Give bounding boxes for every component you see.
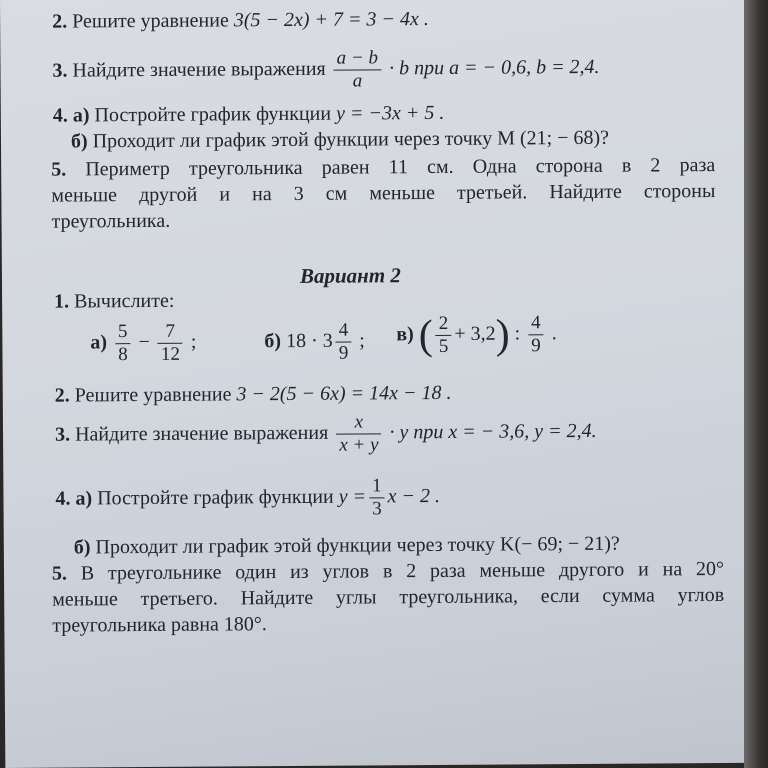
- problem-text: Проходит ли график этой функции через точку M (21; − 68)?: [92, 126, 610, 153]
- fraction-denominator: 5: [438, 335, 449, 357]
- problem-text: Периметр треугольника равен 11 см. Одна сторона в 2 раза: [85, 154, 716, 181]
- problem-number: 3.: [54, 423, 71, 446]
- problem-text: Решите уравнение: [74, 383, 232, 407]
- v2-problem-1b: [264, 319, 365, 365]
- v1-problem-5-line2: [51, 179, 715, 208]
- problem-text: треугольника равна 180°.: [52, 613, 267, 637]
- right-paren-icon: ): [495, 311, 510, 359]
- fraction: [336, 320, 352, 365]
- equation: 3 − 2(5 − 6x) = 14x − 18 .: [236, 381, 452, 406]
- fraction-numerator: 1: [369, 475, 385, 498]
- problem-text: Постройте график функции: [94, 102, 332, 127]
- fraction-denominator: x + y: [339, 434, 379, 456]
- problem-text: Постройте график функции: [97, 485, 334, 510]
- sub-label: а): [90, 331, 108, 354]
- fraction: [528, 312, 544, 357]
- function-lhs: y =: [338, 485, 367, 508]
- problem-text: треугольника.: [51, 209, 171, 233]
- fraction-numerator: a − b: [334, 47, 381, 70]
- fraction-numerator: 2: [436, 313, 452, 336]
- v2-problem-5-line3: [52, 612, 267, 637]
- problem-number: 4.: [55, 487, 71, 510]
- expression: 18 · 3: [285, 329, 333, 353]
- fraction: [158, 321, 183, 366]
- fraction-numerator: 4: [336, 320, 352, 343]
- v2-problem-3: [55, 410, 597, 459]
- problem-number: 2.: [54, 384, 70, 407]
- v2-problem-1: [54, 289, 174, 314]
- problem-text: В треугольнике один из углов в 2 раза меньше другого и на 20°: [80, 557, 725, 585]
- separator: ;: [190, 330, 197, 353]
- v1-problem-4a: [53, 101, 445, 128]
- v2-problem-1a: [90, 321, 196, 367]
- v2-problem-2: [55, 381, 452, 408]
- problem-text: Вычислите:: [74, 289, 175, 313]
- problem-number: 4.: [52, 104, 68, 127]
- problem-number: 3.: [52, 59, 68, 82]
- v2-problem-4b: [74, 532, 620, 560]
- v1-problem-5-line1: [51, 153, 715, 182]
- problem-text: меньше третьего. Найдите углы треугольника, если сумма углов: [52, 583, 725, 611]
- fraction-denominator: 12: [160, 343, 181, 365]
- function: y = −3x + 5 .: [335, 101, 445, 125]
- fraction-denominator: 9: [338, 342, 349, 364]
- sub-label: б): [70, 130, 88, 153]
- fraction: [115, 321, 131, 366]
- fraction-numerator: 7: [158, 321, 183, 344]
- sub-label: б): [264, 330, 282, 353]
- fraction-numerator: x: [336, 411, 381, 434]
- operator: :: [514, 322, 521, 345]
- fraction-denominator: 8: [118, 344, 128, 366]
- v2-problem-5-line2: [52, 583, 724, 612]
- fraction-denominator: 3: [372, 498, 382, 520]
- fraction-denominator: 9: [531, 335, 541, 357]
- fraction: [336, 411, 382, 456]
- separator: ;: [359, 329, 365, 352]
- fraction: [436, 313, 452, 358]
- v1-problem-4b: [71, 126, 609, 154]
- operator: −: [138, 331, 150, 354]
- function-rhs: x − 2 .: [387, 485, 441, 508]
- page-edge-shadow: [744, 0, 768, 768]
- left-paren-icon: (: [418, 312, 433, 359]
- sub-label: б): [73, 536, 91, 559]
- problem-text: Найдите значение выражения: [74, 421, 329, 446]
- expression-tail: · y при x = − 3,6, y = 2,4.: [389, 419, 597, 444]
- fraction-denominator: a: [352, 70, 363, 92]
- problem-number: 5.: [51, 562, 68, 585]
- v2-problem-1c: [396, 312, 557, 358]
- equation: 3(5 − 2x) + 7 = 3 − 4x .: [233, 8, 429, 32]
- sub-label: в): [396, 323, 414, 346]
- fraction-numerator: 5: [115, 321, 131, 344]
- v2-problem-5-line1: [52, 557, 724, 586]
- fraction: [369, 475, 385, 520]
- problem-number: 2.: [52, 10, 68, 33]
- fraction-numerator: 4: [528, 312, 544, 335]
- problem-text: Проходит ли график этой функции через точку K(− 69; − 21)?: [95, 532, 620, 559]
- problem-number: 5.: [51, 158, 67, 181]
- v1-problem-2: [52, 7, 429, 34]
- v1-problem-3: [52, 46, 599, 95]
- expression: + 3,2: [454, 322, 496, 345]
- expression-tail: · b при a = − 0,6, b = 2,4.: [388, 55, 600, 80]
- separator: .: [551, 322, 557, 345]
- problem-number: 1.: [54, 290, 70, 313]
- fraction: [334, 47, 382, 92]
- v1-problem-5-line3: [51, 209, 170, 234]
- v2-problem-4a: [55, 475, 440, 523]
- problem-text: Решите уравнение: [72, 9, 229, 33]
- sub-label: а): [75, 487, 93, 510]
- problem-text: Найдите значение выражения: [72, 57, 326, 82]
- problem-text: меньше другой и на 3 см меньше третьей. Найдите стороны: [51, 180, 716, 207]
- variant-heading: Вариант 2: [299, 263, 401, 288]
- sub-label: а): [72, 104, 90, 127]
